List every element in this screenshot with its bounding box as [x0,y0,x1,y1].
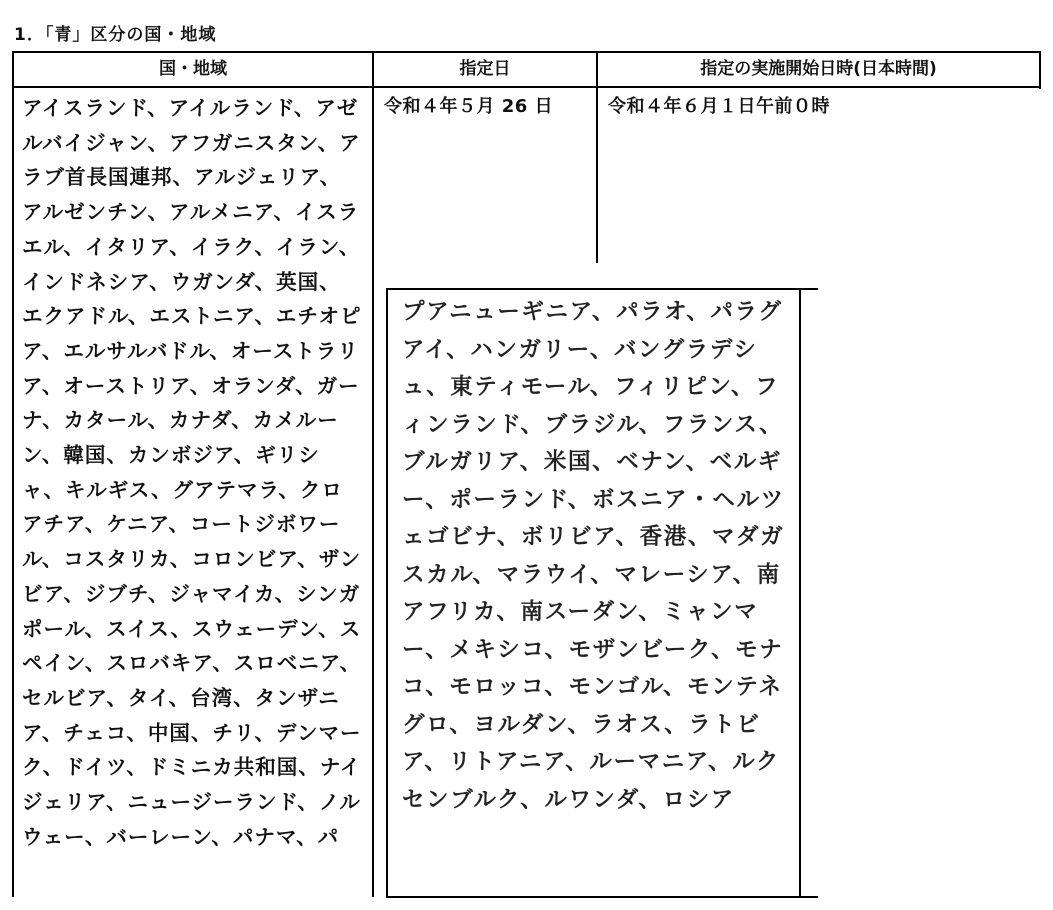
header-country-region: 国・地域 [159,59,227,79]
header-start-datetime: 指定の実施開始日時(日本時間) [700,59,937,79]
magnified-country-list: プアニューギニア、パラオ、パラグアイ、ハンガリー、バングラデシュ、東ティモール、フィリピン、フィンランド、ブラジル、フランス、ブルガリア、米国、ベナン、ベルギー、ポーランド、ボスニア・ヘルツェゴビナ、ボリビア、香港、マダガスカル、マラウイ、マレーシア、南アフリカ、南スーダン、ミャンマー、メキシコ、モザンビーク、モナコ、モロッコ、モンゴル、モンテネグロ、ヨルダン、ラオス、ラトビア、リトアニア、ルーマニア、ルクセンブルク、ルワンダ、ロシア [402,299,785,813]
table-right-border [1039,51,1041,89]
start-datetime-cell: 令和４年６月１日午前０時 [608,96,830,117]
designation-date-cell: 令和４年５月 26 日 [384,96,554,117]
country-list-cell: アイスランド、アイルランド、アゼルバイジャン、アフガニスタン、アラブ首長国連邦、アルジェリア、アルゼンチン、アルメニア、イスラエル、イタリア、イラク、イラン、インドネシア、ウガンダ、英国、エクアドル、エストニア、エチオピア、エルサルバドル、オーストラリア、オーストリア、オランダ、ガーナ、カタール、カナダ、カメルーン、韓国、カンボジア、ギリシャ、キルギス、グアテマラ、クロアチア、ケニア、コートジボワール、コスタリカ、コロンビア、ザンビア、ジブチ、ジャマイカ、シンガポール、スイス、スウェーデン、スペイン、スロバキア、スロベニア、セルビア、タイ、台湾、タンザニア、チェコ、中国、チリ、デンマーク、ドイツ、ドミニカ共和国、ナイジェリア、ニュージーランド、ノルウェー、バーレーン、パナマ、パ [22,96,362,849]
table-left-border [12,51,14,897]
header-bottom-border [12,86,1040,88]
excerpt-bottom-border [386,896,818,898]
magnified-excerpt-panel [386,288,801,898]
excerpt-top-border [386,288,818,290]
header-designation-date: 指定日 [459,59,511,79]
section-heading: 1．「青」区分の国・地域 [14,25,217,45]
column-divider-1 [372,51,374,897]
